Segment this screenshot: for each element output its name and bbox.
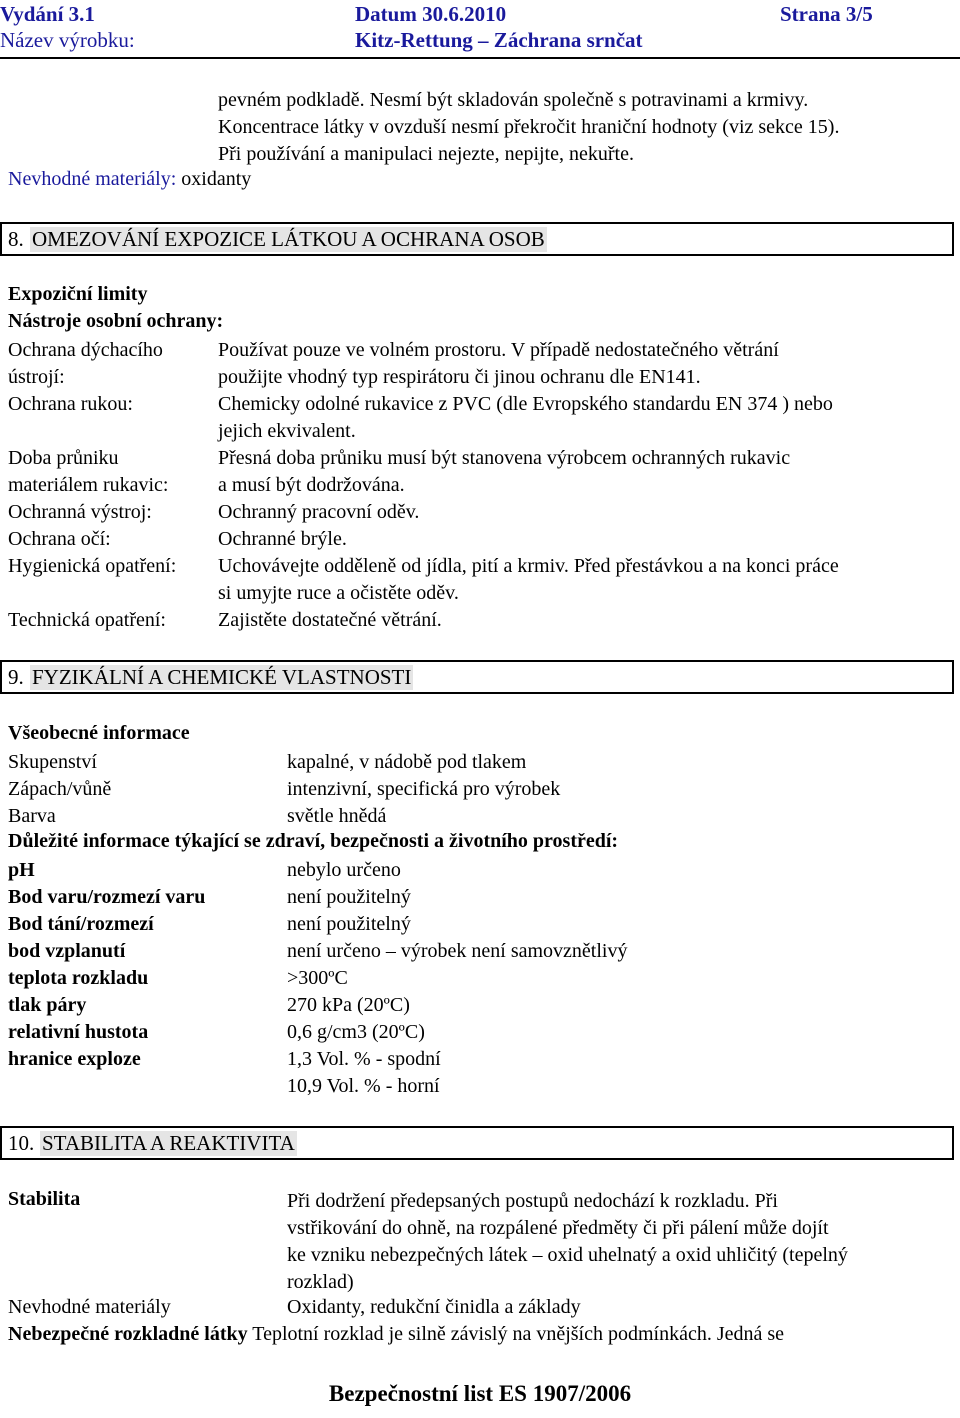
label-breakthrough-2: materiálem rukavic: xyxy=(8,474,169,496)
general-labels: Skupenství Zápach/vůně Barva xyxy=(8,751,112,827)
section-9-heading: 9. FYZIKÁLNÍ A CHEMICKÉ VLASTNOSTI xyxy=(0,660,954,694)
footer-title: Bezpečnostní list ES 1907/2006 xyxy=(328,1381,632,1406)
exposure-limits-heading: Expoziční limity xyxy=(8,283,148,305)
ppe-heading: Nástroje osobní ochrany: xyxy=(8,310,224,332)
ppe-labels xyxy=(8,337,176,634)
label-hands: Ochrana rukou: xyxy=(8,393,133,415)
edition: Vydání 3.1 xyxy=(0,2,95,26)
general-info-heading: Všeobecné informace xyxy=(8,722,190,744)
general-values: kapalné, v nádobě pod tlakem intenzivní, specifická pro výrobek světle hnědá xyxy=(287,751,561,827)
label-respiratory: Ochrana dýchacího xyxy=(8,339,163,361)
ppe-values: Používat pouze ve volném prostoru. V případě nedostatečného větrání použijte vhodný typ respirátoru či jinou ochranu dle EN141. Chemicky odolné rukavice z PVC (dle Evropského standardu EN 374 ) nebo jejich ekvivalent. Přesná doba průniku musí být stanovena výrobcem ochranných rukavic a musí být dodržována. Ochranný pracovní oděv. Ochranné brýle. Uchovávejte odděleně od jídla, pití a krmiv. Před přestávkou a na konci práce si umyjte ruce a očistěte oděv. Zajistěte dostatečné větrání. xyxy=(218,339,839,631)
header-divider xyxy=(0,57,960,59)
label-respiratory-2: ústrojí: xyxy=(8,366,65,388)
stability-text: Při dodržení předepsaných postupů nedochází k rozkladu. Při vstřikování do ohně, na rozpálené předměty či při pálení může dojít ke vzniku nebezpečných látek – oxid uhelnatý a oxid uhličitý (tepelný rozklad) xyxy=(287,1190,848,1293)
incompatible-materials-label: Nevhodné materiály xyxy=(8,1296,171,1318)
stability-label: Stabilita xyxy=(8,1188,81,1210)
label-hygiene: Hygienická opatření: xyxy=(8,555,177,577)
incompatible-materials-value: Oxidanty, redukční činidla a základy xyxy=(287,1296,581,1318)
page-number: Strana 3/5 xyxy=(780,2,873,26)
label-clothing: Ochranná výstroj: xyxy=(8,501,152,523)
important-info-heading: Důležité informace týkající se zdraví, bezpečnosti a životního prostředí: xyxy=(8,830,619,852)
property-labels: pH Bod varu/rozmezí varu Bod tání/rozmezí bod vzplanutí teplota rozkladu tlak páry relativní hustota hranice exploze xyxy=(8,859,206,1070)
label-breakthrough: Doba průniku xyxy=(8,447,119,469)
decomposition-products: Nebezpečné rozkladné látky Teplotní rozklad je silně závislý na vnějších podmínkách. Jedná se xyxy=(8,1323,785,1345)
incompatible-materials: Nevhodné materiály: oxidanty xyxy=(8,168,252,190)
product-label: Název výrobku: xyxy=(0,28,135,52)
handling-text: pevném podkladě. Nesmí být skladován společně s potravinami a krmivy. Koncentrace látky v ovzduší nesmí překročit hraniční hodnoty (viz sekce 15). Při používání a manipulaci nejezte, nepijte, nekuřte. xyxy=(218,89,840,165)
label-technical: Technická opatření: xyxy=(8,609,166,631)
issue-date: Datum 30.6.2010 xyxy=(355,2,507,26)
section-8-heading: 8. OMEZOVÁNÍ EXPOZICE LÁTKOU A OCHRANA OSOB xyxy=(0,222,954,256)
product-name: Kitz-Rettung – Záchrana srnčat xyxy=(355,28,643,52)
section-10-heading: 10. STABILITA A REAKTIVITA xyxy=(0,1126,954,1160)
property-values: nebylo určeno není použitelný není použitelný není určeno – výrobek není samovznětlivý >300ºC 270 kPa (20ºC) 0,6 g/cm3 (20ºC) 1,3 Vol. % - spodní 10,9 Vol. % - horní xyxy=(287,859,628,1097)
label-eyes: Ochrana očí: xyxy=(8,528,111,550)
